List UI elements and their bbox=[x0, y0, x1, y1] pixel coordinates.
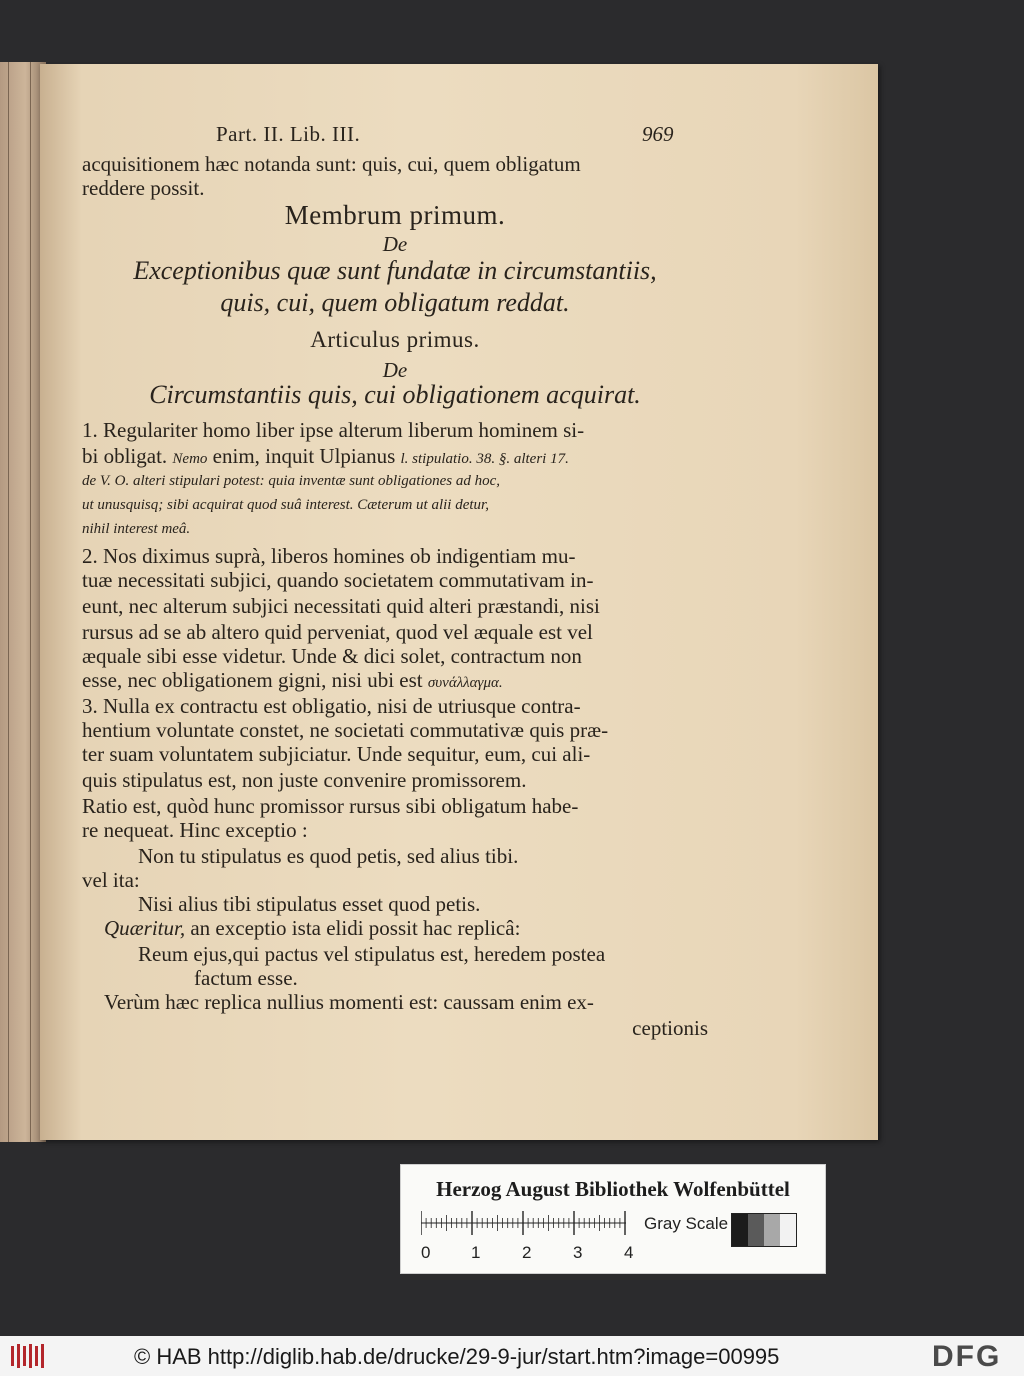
gray-scale-swatch bbox=[731, 1213, 797, 1247]
de-heading: De bbox=[382, 232, 408, 256]
text-line: vel ita: bbox=[82, 868, 140, 892]
text-line bbox=[82, 670, 708, 691]
gray-scale-label: Gray Scale bbox=[644, 1214, 729, 1233]
swatch-light-gray bbox=[764, 1214, 780, 1246]
exceptio-formula: Non tu stipulatus es quod petis, sed alius tibi. bbox=[138, 844, 519, 868]
dfg-logo: DFG bbox=[932, 1340, 1002, 1373]
text-line: 1. Regulariter homo liber ipse alterum liberum hominem si- bbox=[82, 418, 585, 442]
scale-number: 0 bbox=[421, 1243, 431, 1262]
text-line: eunt, nec alterum subjici necessitati quid alteri præstandi, nisi bbox=[82, 594, 600, 618]
hab-logo-icon bbox=[10, 1342, 46, 1370]
text-line: tuæ necessitati subjici, quando societatem commutativam in- bbox=[82, 568, 594, 592]
scale-number: 3 bbox=[573, 1243, 583, 1262]
ruler-numbers bbox=[421, 1243, 641, 1263]
articulus-heading: Articulus primus. bbox=[310, 327, 480, 352]
exceptio-formula-2: Nisi alius tibi stipulatus esset quod petis. bbox=[138, 892, 481, 916]
text-line: Verùm hæc replica nullius momenti est: caussam enim ex- bbox=[104, 990, 594, 1014]
replica-formula-2: factum esse. bbox=[194, 966, 298, 990]
text-run: esse, nec obligationem gigni, nisi ubi est bbox=[82, 668, 423, 692]
exceptionibus-heading-2: quis, cui, quem obligatum reddat. bbox=[220, 288, 570, 317]
text-line: rursus ad se ab altero quid perveniat, quod vel æquale est vel bbox=[82, 620, 593, 644]
text-line: acquisitionem hæc notanda sunt: quis, cui, quem obligatum bbox=[82, 152, 581, 176]
replica-formula: Reum ejus,qui pactus vel stipulatus est, heredem postea bbox=[138, 942, 606, 966]
text-line bbox=[104, 918, 708, 939]
text-line: re nequeat. Hinc exceptio : bbox=[82, 818, 308, 842]
library-color-card bbox=[400, 1164, 826, 1274]
text-run: bi obligat. bbox=[82, 444, 168, 468]
italic-run: Quæritur, bbox=[104, 916, 186, 940]
text-run: an exceptio ista elidi possit hac replicâ: bbox=[185, 916, 521, 940]
swatch-black bbox=[732, 1214, 748, 1246]
greek-word: συνάλλαγμα. bbox=[427, 675, 503, 691]
italic-run: l. stipulatio. 38. §. alteri 17. bbox=[400, 451, 569, 467]
quotation-line: nihil interest meâ. bbox=[82, 521, 191, 537]
text-line: ter suam voluntatem subjiciatur. Unde sequitur, eum, cui ali- bbox=[82, 742, 591, 766]
italic-run: Nemo bbox=[172, 451, 208, 467]
swatch-white bbox=[780, 1214, 796, 1246]
text-line: æquale sibi esse videtur. Unde & dici solet, contractum non bbox=[82, 644, 582, 668]
text-line: reddere possit. bbox=[82, 176, 205, 200]
membrum-heading: Membrum primum. bbox=[284, 200, 506, 230]
scale-number: 1 bbox=[471, 1243, 481, 1262]
exceptionibus-heading: Exceptionibus quæ sunt fundatæ in circumstantiis, bbox=[133, 256, 657, 285]
footer-bar bbox=[0, 1336, 1024, 1376]
catchword: ceptionis bbox=[632, 1016, 708, 1040]
running-title: Part. II. Lib. III. bbox=[216, 122, 361, 146]
quotation-line: de V. O. alteri stipulari potest: quia inventæ sunt obligationes ad hoc, bbox=[82, 473, 501, 489]
scale-number: 4 bbox=[624, 1243, 634, 1262]
library-name: Herzog August Bibliothek Wolfenbüttel bbox=[436, 1177, 790, 1201]
text-line: 3. Nulla ex contractu est obligatio, nisi de utriusque contra- bbox=[82, 694, 581, 718]
de-heading-2: De bbox=[382, 358, 408, 382]
circumstantiis-heading: Circumstantiis quis, cui obligationem acquirat. bbox=[149, 380, 641, 409]
scale-number: 2 bbox=[522, 1243, 532, 1262]
text-line bbox=[82, 446, 708, 467]
page-number: 969 bbox=[642, 122, 674, 146]
text-run: enim, inquit Ulpianus bbox=[207, 444, 401, 468]
text-line: Ratio est, quòd hunc promissor rursus sibi obligatum habe- bbox=[82, 794, 579, 818]
text-line: quis stipulatus est, non juste convenire promissorem. bbox=[82, 768, 527, 792]
quotation-line: ut unusquisq; sibi acquirat quod suâ interest. Cæterum ut alii detur, bbox=[82, 497, 489, 513]
text-line: hentium voluntate constet, ne societati commutativæ quis præ- bbox=[82, 718, 609, 742]
text-line: 2. Nos diximus suprà, liberos homines ob indigentiam mu- bbox=[82, 544, 576, 568]
copyright-url: © HAB http://diglib.hab.de/drucke/29-9-jur/start.htm?image=00995 bbox=[134, 1344, 780, 1369]
swatch-dark-gray bbox=[748, 1214, 764, 1246]
ruler-scale bbox=[421, 1211, 631, 1235]
